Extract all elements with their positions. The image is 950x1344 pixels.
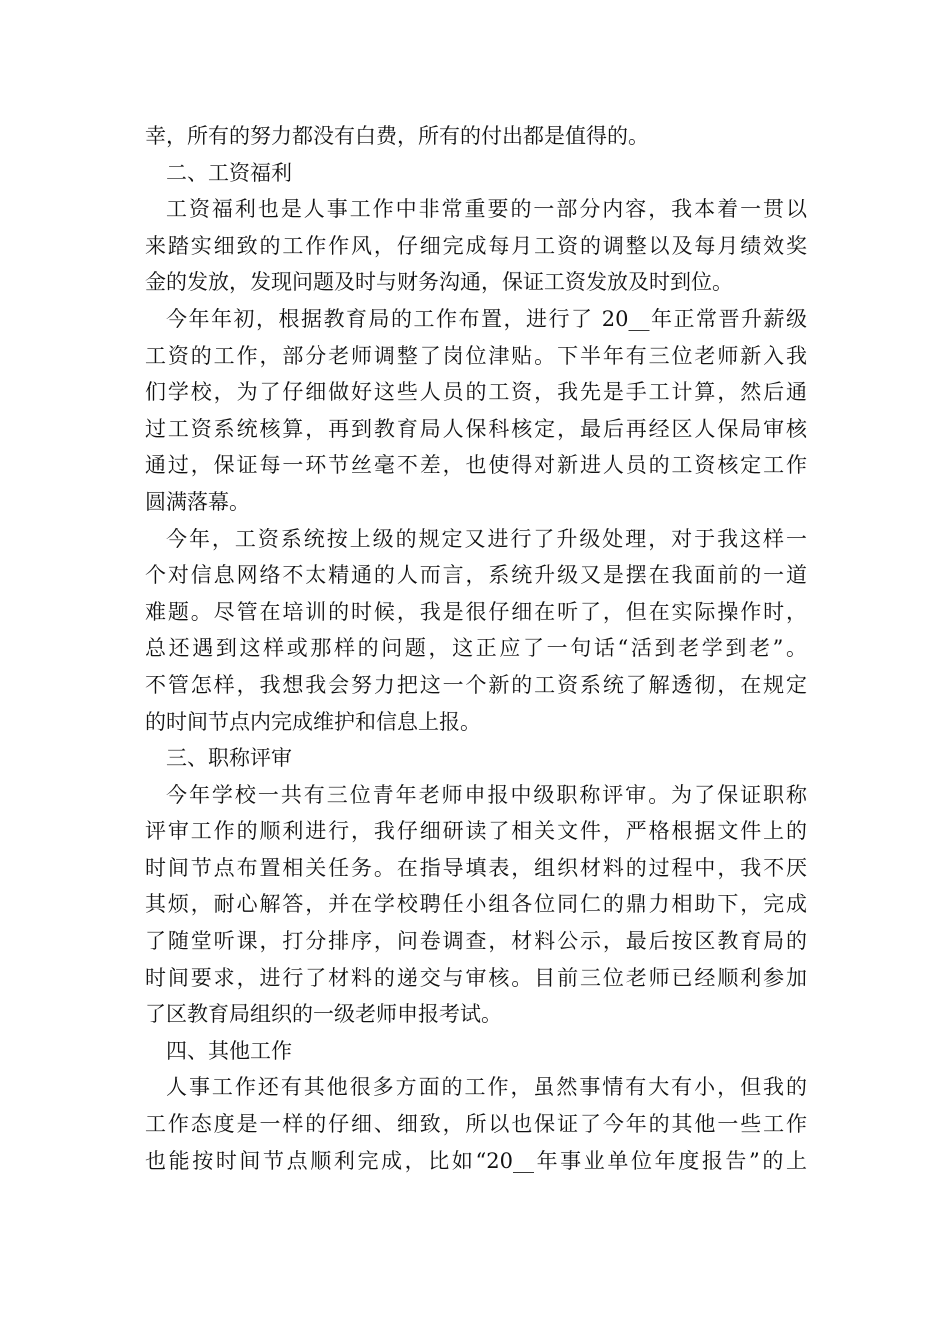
paragraph-line: 其烦，耐心解答，并在学校聘任小组各位同仁的鼎力相助下，完成	[145, 892, 807, 917]
paragraph-line: 来踏实细致的工作作风，仔细完成每月工资的调整以及每月绩效奖	[145, 233, 807, 258]
paragraph-line: 今年，工资系统按上级的规定又进行了升级处理，对于我这样一	[166, 526, 807, 551]
paragraph-line: 工作态度是一样的仔细、细致，所以也保证了今年的其他一些工作	[145, 1112, 807, 1137]
paragraph-line: 今年学校一共有三位青年老师申报中级职称评审。为了保证职称	[166, 782, 807, 807]
paragraph-line: 难题。尽管在培训的时候，我是很仔细在听了，但在实际操作时，	[145, 599, 807, 624]
paragraph-line: 人事工作还有其他很多方面的工作，虽然事情有大有小，但我的	[166, 1075, 807, 1100]
paragraph-line: 今年年初，根据教育局的工作布置，进行了 20__年正常晋升薪级	[166, 306, 807, 331]
paragraph-line: 时间节点布置相关任务。在指导填表，组织材料的过程中，我不厌	[145, 855, 807, 880]
paragraph-line: 也能按时间节点顺利完成，比如“20__年事业单位年度报告”的上	[145, 1148, 807, 1173]
paragraph-line: 的时间节点内完成维护和信息上报。	[145, 709, 481, 734]
paragraph-line: 时间要求，进行了材料的递交与审核。目前三位老师已经顺利参加	[145, 965, 807, 990]
paragraph-line: 个对信息网络不太精通的人而言，系统升级又是摆在我面前的一道	[145, 563, 807, 588]
section-heading: 三、职称评审	[166, 746, 292, 771]
section-heading: 四、其他工作	[166, 1038, 292, 1063]
paragraph-line: 幸，所有的努力都没有白费，所有的付出都是值得的。	[145, 124, 649, 148]
paragraph-line: 工资的工作，部分老师调整了岗位津贴。下半年有三位老师新入我	[145, 343, 807, 368]
paragraph-line: 评审工作的顺利进行，我仔细研读了相关文件，严格根据文件上的	[145, 819, 807, 844]
section-heading: 二、工资福利	[166, 160, 292, 185]
paragraph-line: 了随堂听课，打分排序，问卷调查，材料公示，最后按区教育局的	[145, 929, 807, 954]
paragraph-line: 通过，保证每一环节丝毫不差，也使得对新进人员的工资核定工作	[145, 453, 807, 478]
paragraph-line: 不管怎样，我想我会努力把这一个新的工资系统了解透彻，在规定	[145, 672, 807, 697]
paragraph-line: 圆满落幕。	[145, 489, 250, 514]
document-body	[145, 118, 807, 1179]
paragraph-line: 过工资系统核算，再到教育局人保科核定，最后再经区人保局审核	[145, 416, 807, 441]
paragraph-line: 金的发放，发现问题及时与财务沟通，保证工资发放及时到位。	[145, 270, 733, 295]
paragraph-line: 了区教育局组织的一级老师申报考试。	[145, 1002, 502, 1027]
paragraph-line: 总还遇到这样或那样的问题，这正应了一句话“活到老学到老”。	[145, 636, 807, 661]
paragraph-line: 们学校，为了仔细做好这些人员的工资，我先是手工计算，然后通	[145, 380, 807, 405]
paragraph-line: 工资福利也是人事工作中非常重要的一部分内容，我本着一贯以	[166, 197, 807, 222]
